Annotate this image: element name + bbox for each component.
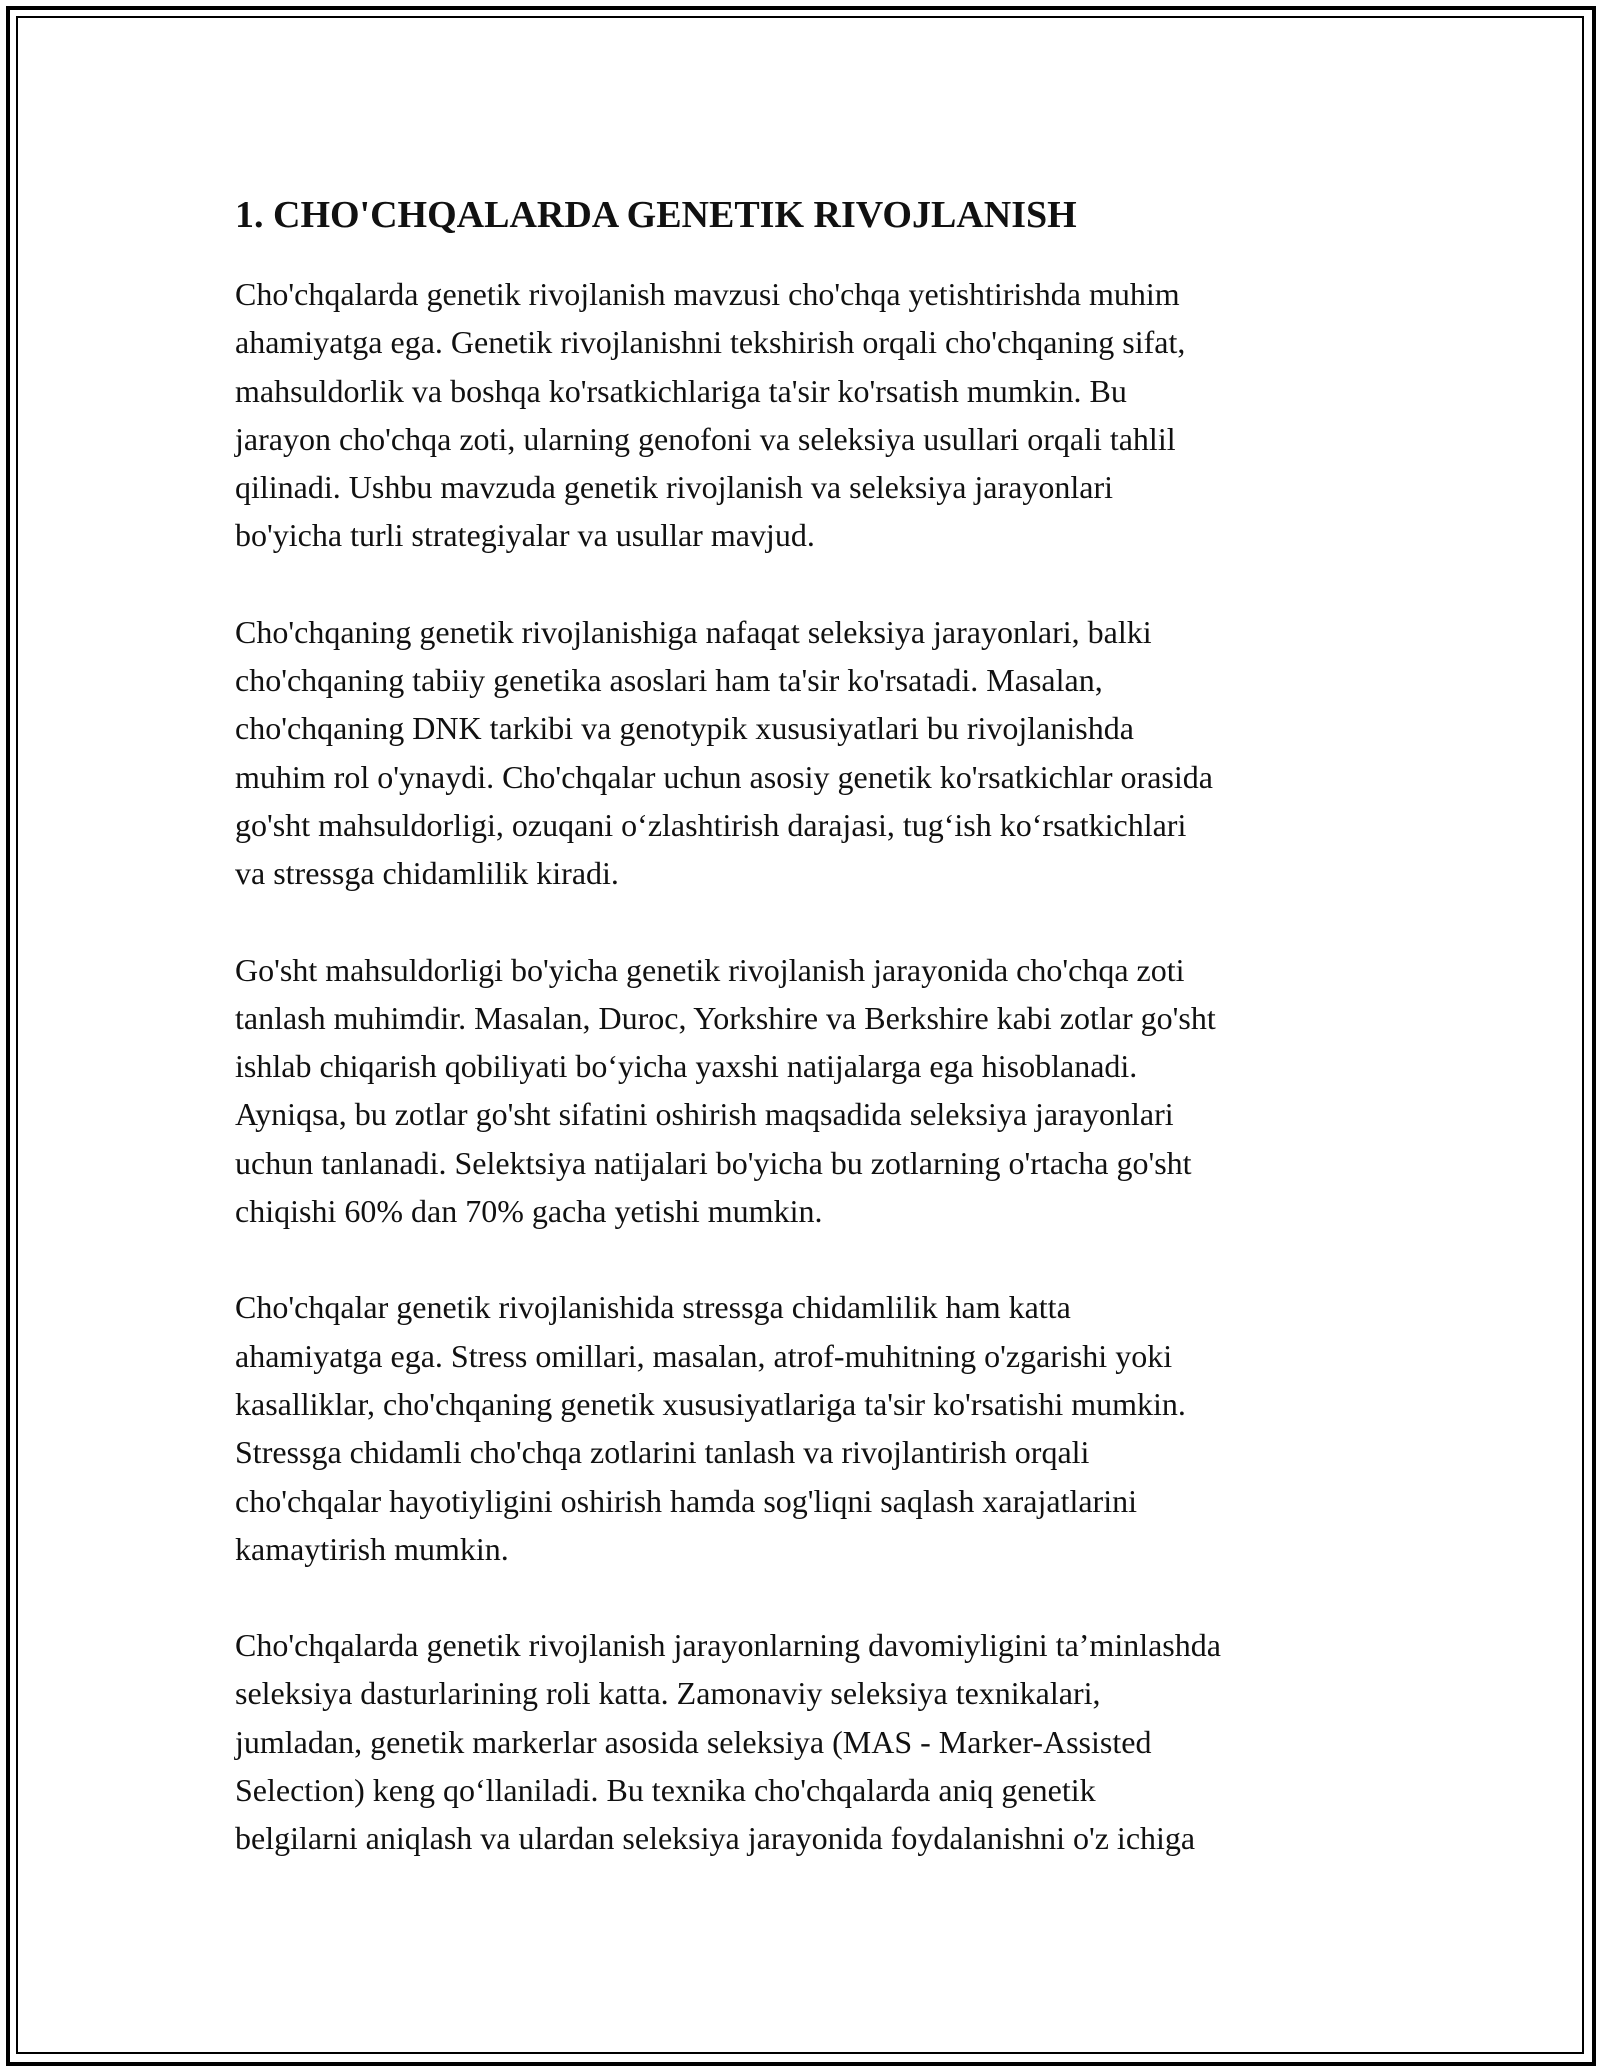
- text-line: uchun tanlanadi. Selektsiya natijalari bo'yicha bu zotlarning o'rtacha go'sht: [235, 1144, 1192, 1181]
- text-line: Cho'chqalar genetik rivojlanishida stressga chidamlilik ham katta: [235, 1289, 1071, 1326]
- text-line: tanlash muhimdir. Masalan, Duroc, Yorkshire va Berkshire kabi zotlar go'sht: [235, 999, 1216, 1036]
- text-line: jarayon cho'chqa zoti, ularning genofoni va seleksiya usullari orqali tahlil: [235, 420, 1176, 457]
- text-line: kamaytirish mumkin.: [235, 1530, 509, 1567]
- text-line: ahamiyatga ega. Stress omillari, masalan, atrof-muhitning o'zgarishi yoki: [235, 1337, 1173, 1374]
- paragraph-selection-programs: [235, 1621, 1375, 1862]
- paragraph-meat-productivity: [235, 946, 1375, 1236]
- text-line: Cho'chqalarda genetik rivojlanish mavzusi cho'chqa yetishtirishda muhim: [235, 276, 1180, 312]
- text-line: cho'chqaning tabiiy genetika asoslari ham ta'sir ko'rsatadi. Masalan,: [235, 662, 1103, 699]
- paragraph-intro: [235, 270, 1375, 560]
- text-line: Cho'chqaning genetik rivojlanishiga nafaqat seleksiya jarayonlari, balki: [235, 613, 1152, 650]
- text-line: kasalliklar, cho'chqaning genetik xususiyatlariga ta'sir ko'rsatishi mumkin.: [235, 1385, 1186, 1422]
- text-line: va stressga chidamlilik kiradi.: [235, 855, 619, 892]
- text-line: belgilarni aniqlash va ulardan seleksiya jarayonida foydalanishni o'z ichiga: [235, 1820, 1196, 1857]
- text-line: Ayniqsa, bu zotlar go'sht sifatini oshirish maqsadida seleksiya jarayonlari: [235, 1096, 1174, 1133]
- paragraph-genetic-basis: [235, 608, 1375, 898]
- text-line: ishlab chiqarish qobiliyati bo‘yicha yaxshi natijalarga ega hisoblanadi.: [235, 1048, 1138, 1085]
- page-title: 1. CHO'CHQALARDA GENETIK RIVOJLANISH: [235, 194, 1077, 236]
- text-line: jumladan, genetik markerlar asosida seleksiya (MAS - Marker-Assisted: [235, 1723, 1152, 1760]
- paragraph-stress-resistance: [235, 1283, 1375, 1573]
- text-line: chiqishi 60% dan 70% gacha yetishi mumkin.: [235, 1193, 823, 1230]
- text-line: ahamiyatga ega. Genetik rivojlanishni tekshirish orqali cho'chqaning sifat,: [235, 324, 1186, 361]
- text-line: mahsuldorlik va boshqa ko'rsatkichlariga ta'sir ko'rsatish mumkin. Bu: [235, 372, 1127, 409]
- text-line: Cho'chqalarda genetik rivojlanish jarayonlarning davomiyligini ta’minlashda: [235, 1627, 1221, 1664]
- text-line: cho'chqalar hayotiyligini oshirish hamda sog'liqni saqlash xarajatlarini: [235, 1482, 1137, 1519]
- text-line: Stressga chidamli cho'chqa zotlarini tanlash va rivojlantirish orqali: [235, 1434, 1090, 1471]
- text-line: cho'chqaning DNK tarkibi va genotypik xususiyatlari bu rivojlanishda: [235, 710, 1134, 747]
- text-line: go'sht mahsuldorligi, ozuqani o‘zlashtirish darajasi, tug‘ish ko‘rsatkichlari: [235, 806, 1187, 843]
- document-body: [235, 185, 1375, 1911]
- text-line: seleksiya dasturlarining roli katta. Zamonaviy seleksiya texnikalari,: [235, 1675, 1101, 1712]
- text-line: Selection) keng qo‘llaniladi. Bu texnika cho'chqalarda aniq genetik: [235, 1772, 1096, 1809]
- text-line: qilinadi. Ushbu mavzuda genetik rivojlanish va seleksiya jarayonlari: [235, 469, 1113, 506]
- text-line: Go'sht mahsuldorligi bo'yicha genetik rivojlanish jarayonida cho'chqa zoti: [235, 951, 1185, 988]
- text-line: muhim rol o'ynaydi. Cho'chqalar uchun asosiy genetik ko'rsatkichlar orasida: [235, 758, 1213, 795]
- text-line: bo'yicha turli strategiyalar va usullar mavjud.: [235, 517, 815, 554]
